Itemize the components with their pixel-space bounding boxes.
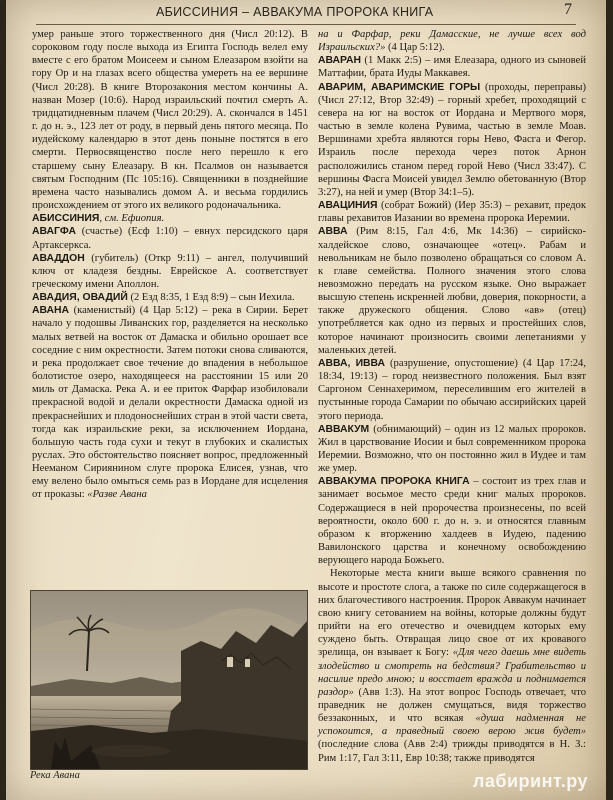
entry-text: – состоит из трех глав и занимает восьмое место среди книг малых пророков. Содержащиеся в ней пророчества произнесены, по всей вероятности, около 600 г. до н. э. и относятся главным образом к вторжению халдеев в Иудею, падению Вавилонского царства и конечному освобождению верующего народа Божьего. [318, 476, 586, 567]
page-number: 7 [564, 1, 572, 18]
entry-text: (собрат Божий) (Иер 35:3) – рехавит, предок главы рехавитов Иазании во времена пророка Иеремии. [318, 200, 586, 225]
headword: АВАДИЯ, ОВАДИЙ [32, 292, 128, 304]
right-column [318, 28, 586, 765]
entry-text: (4 Цар 5:12). [385, 42, 445, 54]
entry-avvakum [318, 423, 586, 476]
quote: на и Фарфар, реки Дамасские, не лучше всех вод Израильских?» [318, 29, 586, 54]
entry-avana-continuation [318, 28, 586, 54]
entry-text: (счастье) (Есф 1:10) – евнух персидского царя Артаксеркса. [32, 226, 308, 251]
engraving-image [31, 591, 307, 769]
entry-aaron-continuation: умер раньше этого торжественного дня (Числ 20:12). В сороковом году после выхода из Египта Господь велел ему вместе с его братом Моисеем и сыном Елеазаром взойти на гору Ор и на глазах всего общества умереть на ее вершине (Числ 20:28). В книге Второзакония местом кончины А. назван Мозер (10:6). Народ израильский почтил смерть А. тридцатидневным плачем (Числ 20:29). А. скончался в 1451 г. до н. э., 123 лет от роду, в первый день пятого месяца. По иудейскому календарю в этот день поныне постятся в его смерти. Первосвященство после него перешло к его старшему сыну Елеазару. В кн. Псалмов он называется святым Господним (Пс 105:16). Священники в позднейшие времена часто назывались домом А. и весьма гордились происхождением от этого их великого родоначальника. [32, 29, 308, 212]
entry-text: (1 Макк 2:5) – имя Елеазара, одного из сыновей Маттафии, брата Иуды Маккавея. [318, 55, 586, 80]
entry-avadiya [32, 291, 308, 304]
cross-reference: , см. Ефиопия. [99, 213, 165, 225]
entry-avarim [318, 81, 586, 199]
entry-text: (обнимающий) – один из 12 малых пророков. Жил в царствование Иосии и был современником пророка Иеремии. Возможно, что он постоянно жил в Иудее и там же умер. [318, 423, 586, 475]
entry-avvakuma-kniga-paragraph [318, 567, 586, 764]
entry-avva-ivva [318, 357, 586, 423]
headword: АВАГФА [32, 226, 76, 238]
quote: «душа надменная не успокоится, а праведный своею верою жив будет» [318, 713, 587, 738]
headword: АВАДДОН [32, 252, 85, 264]
entry-text: (каменистый) (4 Цар 5:12) – река в Сирии. Берет начало у подошвы Ливанских гор, разделяется на несколько малых ветвей на восток от Дамаска и обильно орошает все соседние с ним окрестности. Затем потоки снова сливаются, и река продолжает свое течение до впадения в небольшое болотистое озеро, находящееся на расстоянии 15 или 20 миль от Дамаска. Река А. и ее приток Фарфар изобиловали прекрасной водой и делали окрестности Дамаска одной из прекраснейших и плодоноснейших стран в этой части света, тогда как израильские реки, за исключением Иордана, большую часть года сухи и текут в глубоких и скалистых руслах. Это обстоятельство поясняет вопрос, предложенный Нееманом Сириянином слуге пророка Елисея, узнав, что ему велено было омыться семь раз в Иордане для исцеления от проказы: [32, 305, 308, 501]
running-header [6, 0, 606, 28]
left-column [32, 28, 308, 502]
book-page [6, 0, 606, 800]
entry-avaddon [32, 252, 308, 291]
entry-text: (проходы, переправы) (Числ 27:12, Втор 32:49) – горный хребет, проходящий с севера на юг на восток от Иордана и Мертвого моря, частью в земле колена Рувима, частью в земле Моав. Вершинами хребта являются горы Нево, Фасга и Фегор. Израиль после перехода через поток Арнон расположились станом перед горой Нево (Числ 33:47). С вершины Фасга Моисей увидел Землю обетованную (Втор 3:27), на ней и умер (Втор 34:1–5). [318, 81, 586, 198]
entry-avaciniya [318, 199, 586, 225]
entry-text: (Авв 1:3). На этот вопрос Господь отвечает, что праведник не должен смущаться, видя торжество беззаконных, и что всякая [318, 686, 586, 725]
headword: АВВАКУМА ПРОРОКА КНИГА [318, 476, 470, 488]
headword: АВАРАН [318, 55, 362, 67]
headword: АВВА, ИВВА [318, 357, 386, 369]
illustration-caption: Река Авана [30, 770, 80, 781]
headword: АВВА [318, 226, 348, 238]
entry-abissiniya [32, 212, 308, 225]
entry-text: (разрушение, опустошение) (4 Цар 17:24, 18:34, 19:13) – город неизвестного положения. Был взят Саргоном Сеннахеримом, переселившим его жителей в пустынные города Самарии по обычаю ассирийских царей этого периода. [318, 357, 586, 422]
entry-text: (Рим 8:15, Гал 4:6, Мк 14:36) – сирийско-халдейское слово, означающее «отец». Рабам и невольникам не было позволено обращаться со словом А. к главе семейства. Полного значения этого слова невозможно передать на русском языке. Оно выражает высшую степень искренней любви, доверия, покорности, а также дружеского общения. Слово «ав» (отец) употребляется как одно из первых и простейших слов, которое начинают произносить своими лепетаниями у маленьких детей. [318, 226, 586, 356]
entry-text: (последние слова (Авв 2:4) трижды приводятся в Н. З.: Рим 1:17, Гал 3:11, Евр 10:38; также приводятся [318, 739, 586, 764]
entry-avana [32, 304, 308, 501]
river-illustration [30, 590, 308, 770]
header-rule [36, 24, 576, 25]
headword: АБИССИНИЯ [32, 213, 100, 225]
entry-text: (губитель) (Откр 9:11) – ангел, получивший ключ от кладезя бездны. Еврейское А. соответствует греческому имени Аполлон. [32, 252, 308, 290]
quote: «Разве Авана [87, 489, 147, 501]
headword: АВАРИМ, АВАРИМСКИЕ ГОРЫ [318, 81, 481, 93]
entry-text: (2 Езд 8:35, 1 Езд 8:9) – сын Иехила. [127, 292, 295, 304]
watermark: лабиринт.ру [472, 771, 588, 791]
entry-avaran [318, 54, 586, 80]
quote: «Для чего даешь мне видеть злодейство и смотреть на бедствия? Грабительство и насилие предо мною; и восстает вражда и поднимается раздор» [318, 647, 586, 698]
entry-avva [318, 225, 586, 357]
header-title: АБИССИНИЯ – АВВАКУМА ПРОРОКА КНИГА [156, 5, 434, 19]
headword: АВВАКУМ [318, 423, 370, 435]
headword: АВАНА [32, 305, 70, 317]
entry-text: Некоторые места книги выше всякого сравнения по высоте и простоте слога, а также по силе содержащегося в них благочестивого настроения. Пророк Аввакум начинает свою книгу сетованием на войны, которые должны будут прийти на его отечество и очевидцем которых ему суждено быть. Отвращая лицо свое от их кровавого зрелища, он взывает к Богу: [318, 568, 586, 659]
entry-avvakuma-kniga [318, 475, 586, 567]
entry-avagfa [32, 225, 308, 251]
headword: АВАЦИНИЯ [318, 200, 378, 212]
